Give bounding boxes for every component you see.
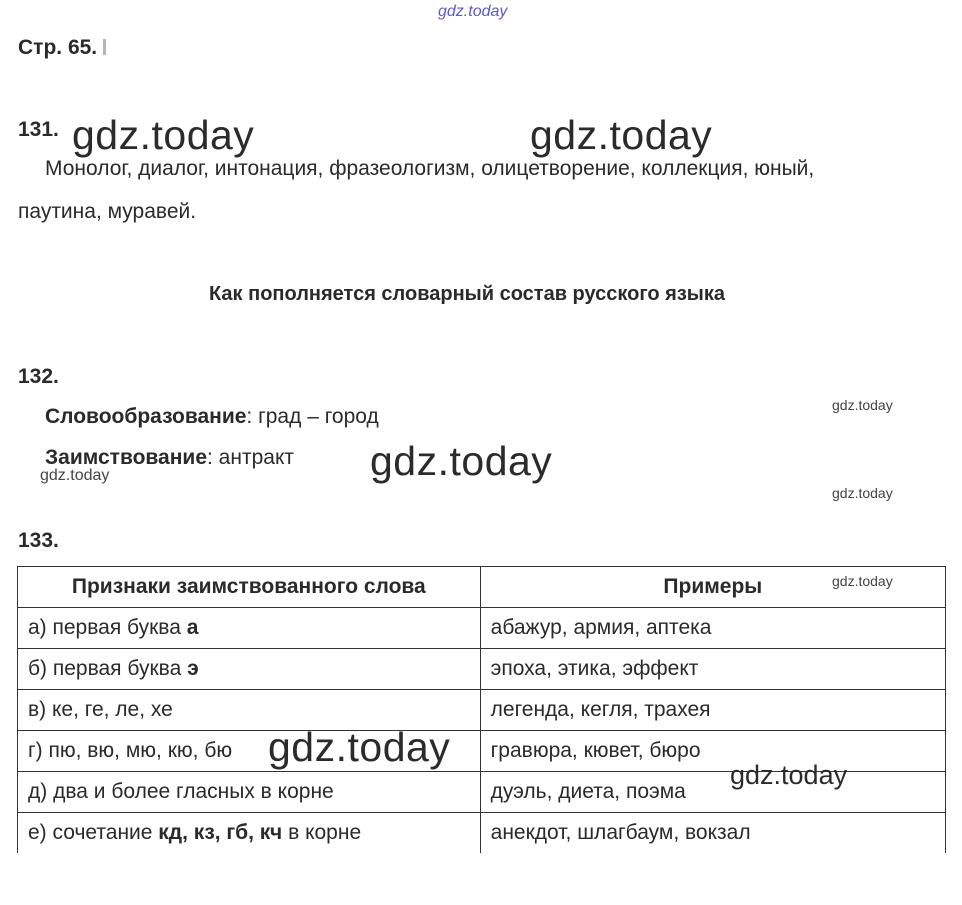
watermark-133-mid: gdz.today [730, 760, 848, 790]
margin-mark [103, 39, 106, 55]
examples-cell: легенда, кегля, трахея [480, 690, 945, 731]
watermark-top: gdz.today [438, 3, 508, 20]
exercise-133-number: 133. [18, 529, 59, 552]
sign-text: б) первая буква [28, 657, 188, 680]
exercise-132-number: 132. [18, 365, 59, 388]
sign-tail: в корне [282, 821, 362, 844]
sign-text: а) первая буква [28, 616, 187, 639]
table-row [18, 608, 946, 649]
examples-cell: эпоха, этика, эффект [480, 649, 945, 690]
watermark-131-right: gdz.today [530, 112, 713, 158]
sign-cell [18, 649, 481, 690]
borrowing-value: : антракт [207, 446, 294, 469]
sign-bold: кд, кз, гб, кч [158, 821, 283, 844]
page-header [18, 36, 106, 60]
examples-cell: дуэль, диета, поэма [480, 772, 945, 813]
table-row [18, 813, 946, 854]
sign-cell [18, 608, 481, 649]
sign-cell [18, 813, 481, 854]
word-formation-value: : град – город [246, 405, 379, 428]
borrowed-words-table [17, 566, 946, 853]
sign-text: г) пю, вю, мю, кю, бю [28, 739, 233, 762]
table-row [18, 690, 946, 731]
watermark-132-b: gdz.today [40, 467, 110, 484]
word-formation-label: Словообразование [45, 405, 247, 428]
watermark-132-big: gdz.today [370, 438, 553, 484]
examples-cell: анекдот, шлагбаум, вокзал [480, 813, 945, 854]
header-signs: Признаки заимствованного слова [18, 567, 481, 608]
header-examples: Примеры [480, 567, 945, 608]
sign-text: в) ке, ге, ле, хе [28, 698, 173, 721]
exercise-131-line1: Монолог, диалог, интонация, фразеологизм, олицетворение, коллекция, юный, [45, 157, 815, 180]
table-header-row [18, 567, 946, 608]
watermark-132-a: gdz.today [832, 397, 893, 413]
watermark-133-a: gdz.today [832, 573, 893, 589]
examples-cell: абажур, армия, аптека [480, 608, 945, 649]
watermark-131-left: gdz.today [72, 112, 255, 158]
watermark-133-big: gdz.today [268, 724, 451, 770]
sign-text: д) два и более гласных в корне [28, 780, 334, 803]
sign-bold: э [187, 657, 199, 680]
sign-text: е) сочетание [28, 821, 159, 844]
borrowing-label: Заимствование [45, 446, 208, 469]
exercise-131-number: 131. [18, 118, 59, 141]
word-formation-line [45, 405, 379, 429]
section-title: Как пополняется словарный состав русского языка [208, 283, 725, 305]
watermark-132-c: gdz.today [832, 485, 893, 501]
page-header-text: Стр. 65. [18, 36, 98, 59]
sign-cell [18, 772, 481, 813]
examples-cell: гравюра, кювет, бюро [480, 731, 945, 772]
exercise-131-line2: паутина, муравей. [18, 200, 197, 223]
table-row [18, 649, 946, 690]
sign-bold: а [186, 616, 199, 639]
